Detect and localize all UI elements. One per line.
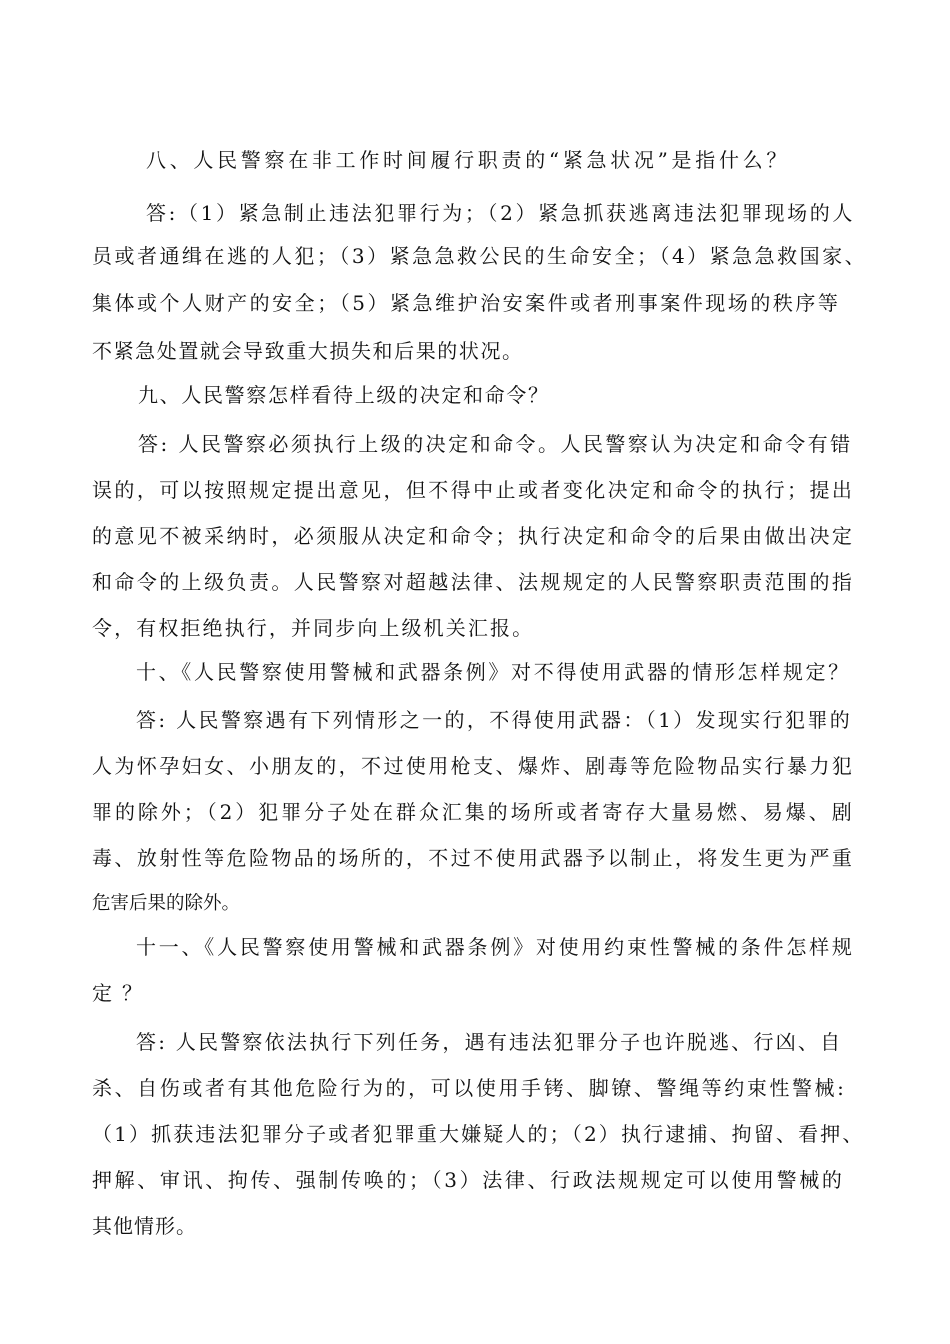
question-heading: 十一、《人民警察使用警械和武器条例》对使用约束性警械的条件怎样规 <box>136 935 855 959</box>
answer-text-line: 误的，可以按照规定提出意见，但不得中止或者变化决定和命令的执行；提出 <box>92 478 855 502</box>
question-heading: 十、《人民警察使用警械和武器条例》对不得使用武器的情形怎样规定？ <box>136 660 851 684</box>
answer-text-line: 答: 人民警察遇有下列情形之一的，不得使用武器：（1）发现实行犯罪的 <box>136 708 853 732</box>
answer-text-line: 令，有权拒绝执行，并同步向上级机关汇报。 <box>92 616 535 640</box>
answer-text-line: 不紧急处置就会导致重大损失和后果的状况。 <box>92 339 524 363</box>
answer-text-line: （1）抓获违法犯罪分子或者犯罪重大嫌疑人的；（2）执行逮捕、拘留、看押、 <box>92 1122 865 1146</box>
answer-text-line: 集体或个人财产的安全；（5）紧急维护治安案件或者刑事案件现场的秩序等 <box>92 291 841 315</box>
question-heading: 八、人民警察在非工作时间履行职责的“紧急状况”是指什么？ <box>146 148 791 172</box>
answer-text-line: 答: 人民警察依法执行下列任务，遇有违法犯罪分子也许脱逃、行凶、自 <box>136 1030 843 1054</box>
answer-text-line: 其他情形。 <box>92 1214 197 1238</box>
question-heading: 九、人民警察怎样看待上级的决定和命令？ <box>138 383 550 407</box>
answer-text-line: 和命令的上级负责。人民警察对超越法律、法规规定的人民警察职责范围的指 <box>92 570 855 594</box>
answer-text-line: 答: 人民警察必须执行上级的决定和命令。人民警察认为决定和命令有错 <box>138 432 853 456</box>
question-heading: 定？ <box>92 981 152 1005</box>
answer-text-line: 押解、审讯、拘传、强制传唤的；（3）法律、行政法规规定可以使用警械的 <box>92 1168 845 1192</box>
answer-text-line: 的意见不被采纳时，必须服从决定和命令；执行决定和命令的后果由做出决定 <box>92 524 855 548</box>
answer-text-line: 毒、放射性等危险物品的场所的，不过不使用武器予以制止，将发生更为严重 <box>92 846 855 870</box>
answer-text-line: 罪的除外；（2）犯罪分子处在群众汇集的场所或者寄存大量易燃、易爆、剧 <box>92 800 855 824</box>
answer-text-line: 答:（1）紧急制止违法犯罪行为；（2）紧急抓获逃离违法犯罪现场的人 <box>146 201 855 225</box>
answer-text-line: 人为怀孕妇女、小朋友的，不过使用枪支、爆炸、剧毒等危险物品实行暴力犯 <box>92 754 855 778</box>
answer-text-line: 杀、自伤或者有其他危险行为的，可以使用手铐、脚镣、警绳等约束性警械: <box>92 1076 847 1100</box>
answer-text-line: 员或者通缉在逃的人犯；（3）紧急急救公民的生命安全；（4）紧急急救国家、 <box>92 244 868 268</box>
answer-text-line: 危害后果的除外。 <box>92 893 241 914</box>
